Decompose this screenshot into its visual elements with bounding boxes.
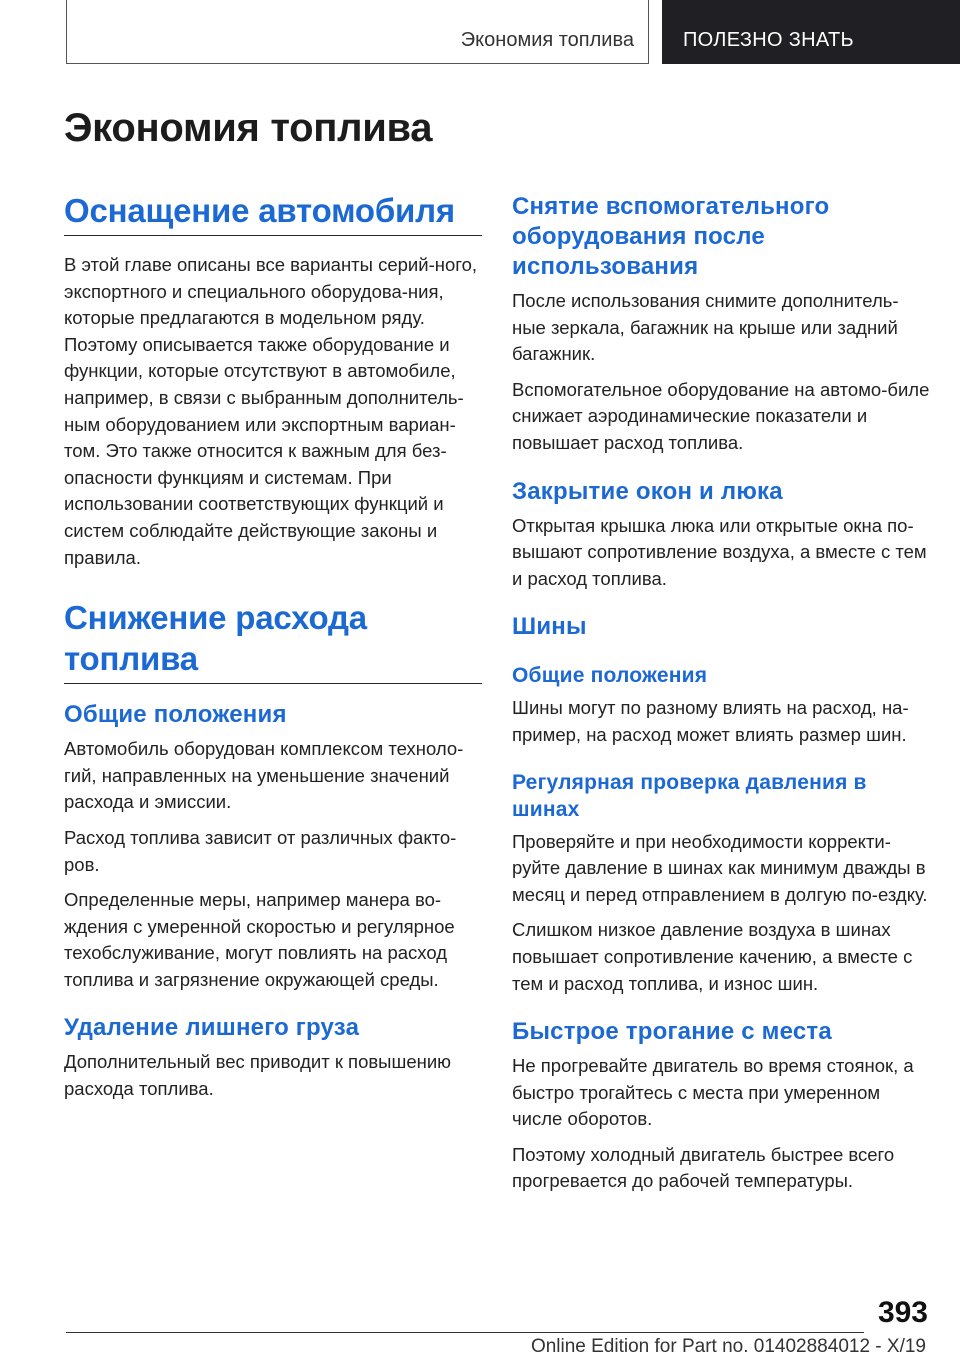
subheading-quick-start: Быстрое трогание с места	[512, 1018, 832, 1046]
header-chapter-tab	[662, 0, 960, 64]
subheading-close-windows: Закрытие окон и люка	[512, 477, 783, 505]
paragraph: В этой главе описаны все варианты серий-ного, экспортного и специального оборудова-ния, которые предлагаются в модельном ряду. Поэтому описывается также оборудование и функции, которые отсутствуют в автомобиле, например, в связи с выбранным дополнитель-ным оборудованием или экспортным вариан-том. Это также относится к важным для без-опасности функциям и системам. При использовании соответствующих функций и систем соблюдайте действующие законы и правила.	[64, 254, 478, 568]
subheading-remove-load: Удаление лишнего груза	[64, 1014, 360, 1042]
section-title-equipment: Оснащение автомобиля	[64, 192, 455, 229]
right-column	[512, 192, 930, 1204]
left-column	[64, 190, 482, 1112]
footer-edition: Online Edition for Part no. 01402884012 - X/19	[530, 1336, 926, 1357]
paragraph: Шины могут по разному влиять на расход, на-пример, на расход может влиять размер шин.	[512, 697, 909, 745]
subheading-tire-pressure: Регулярная проверка давления в шинах	[512, 770, 867, 821]
subheading-tires-general: Общие положения	[512, 664, 708, 688]
paragraph: Не прогревайте двигатель во время стоянок, а быстро трогайтесь с места при умеренном числе оборотов.	[512, 1055, 914, 1130]
paragraph: Поэтому холодный двигатель быстрее всего прогревается до рабочей температуры.	[512, 1143, 895, 1192]
paragraph: Проверяйте и при необходимости корректи-руйте давление в шинах как минимум дважды в месяц и перед отправлением в долгую по-ездку.	[512, 830, 928, 905]
paragraph: Открытая крышка люка или открытые окна по-вышают сопротивление воздуха, а вместе с тем и расход топлива.	[512, 514, 927, 589]
subheading-remove-accessories: Снятие вспомогательного оборудования после использования	[512, 193, 830, 280]
page-number: 393	[877, 1296, 928, 1329]
subheading-tires: Шины	[512, 613, 587, 641]
header-section-tab	[66, 0, 649, 64]
page-title: Экономия топлива	[64, 106, 433, 150]
section-divider	[64, 683, 482, 684]
paragraph: После использования снимите дополнитель-ные зеркала, багажник на крыше или задний багажник.	[512, 290, 899, 365]
paragraph: Дополнительный вес приводит к повышению расхода топлива.	[64, 1051, 452, 1100]
section-divider	[64, 235, 482, 236]
paragraph: Определенные меры, например манера во-ждения с умеренной скоростью и регулярное техобслуживание, могут повлиять на расход топлива и загрязнение окружающей среды.	[64, 889, 455, 990]
paragraph: Вспомогательное оборудование на автомо-биле снижает аэродинамические показатели и повышает расход топлива.	[512, 378, 930, 453]
paragraph: Слишком низкое давление воздуха в шинах повышает сопротивление качению, а вместе с тем и расход топлива, и износ шин.	[512, 919, 913, 994]
paragraph: Расход топлива зависит от различных факто-ров.	[64, 826, 457, 875]
subheading-general: Общие положения	[64, 701, 287, 729]
footer-divider	[66, 1332, 864, 1333]
paragraph: Автомобиль оборудован комплексом техноло-гий, направленных на уменьшение значений расхода и эмиссии.	[64, 738, 464, 813]
section-title-fuel-reduction: Снижение расхода топлива	[64, 599, 367, 678]
header-section-label: Экономия топлива	[460, 29, 634, 51]
header-chapter-label: ПОЛЕЗНО ЗНАТЬ	[683, 29, 854, 51]
